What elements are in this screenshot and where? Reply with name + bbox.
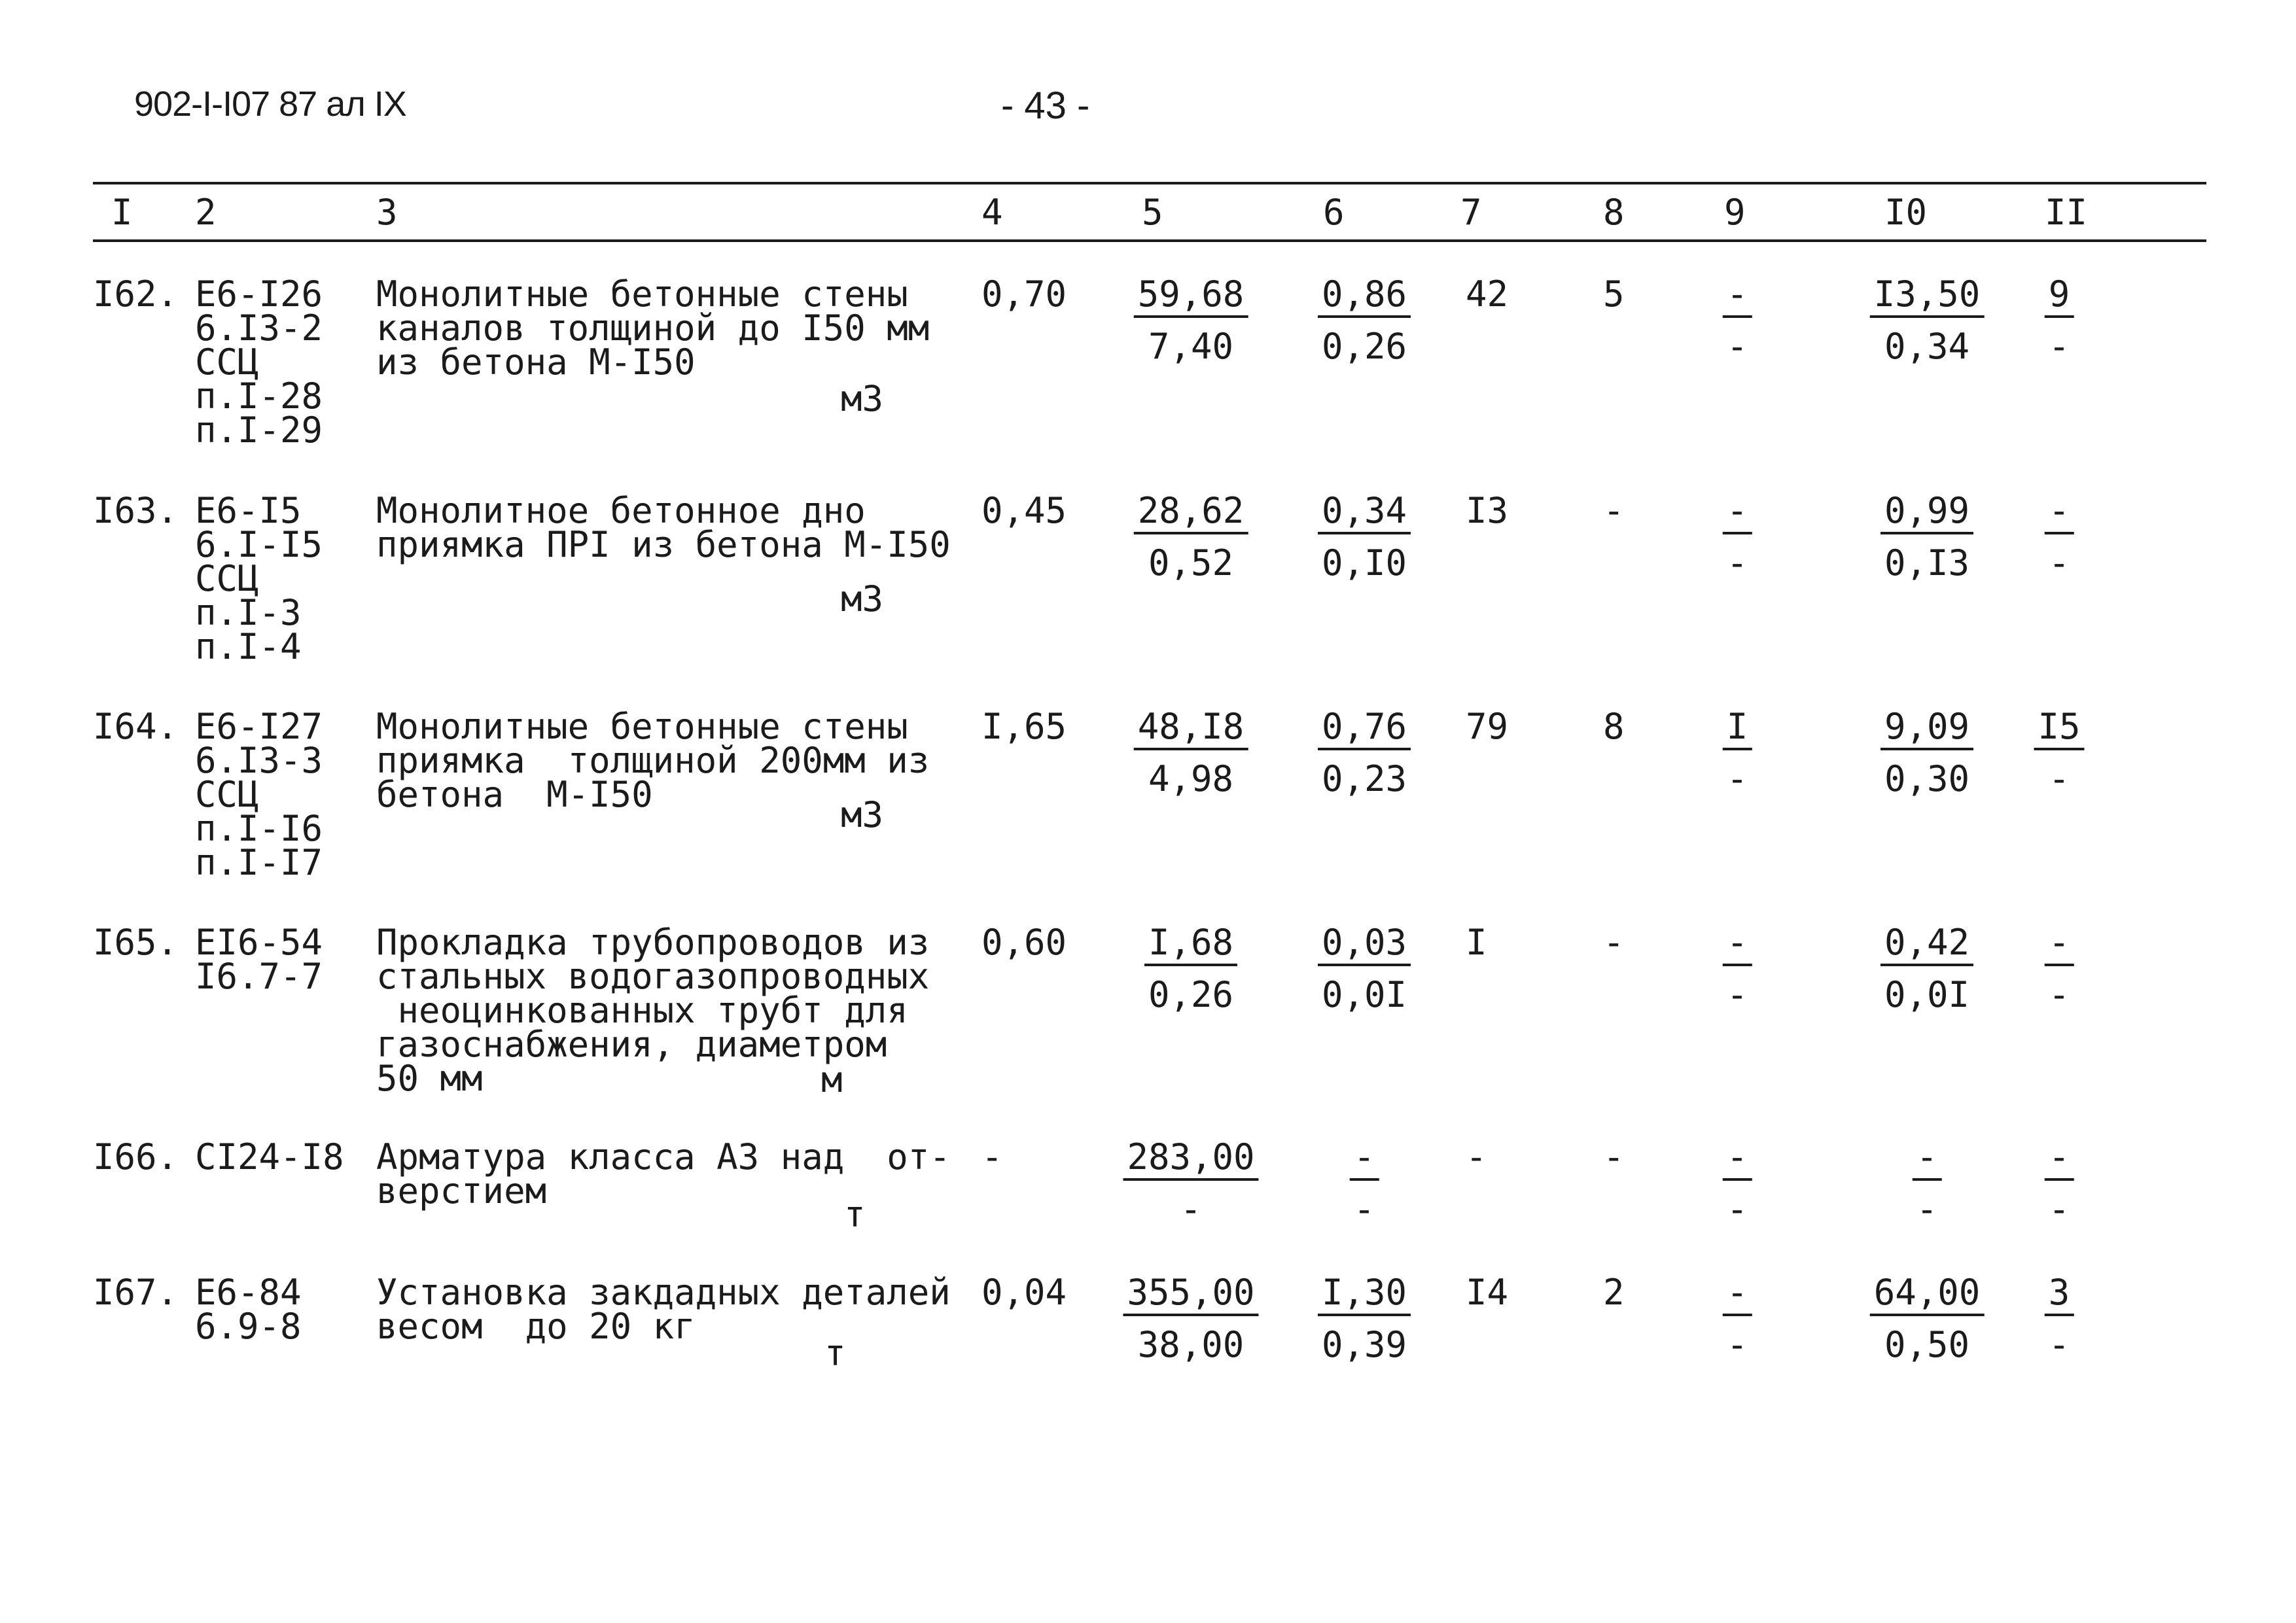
- norm-code-line: п.I-3: [195, 592, 302, 633]
- unit-label: м3: [841, 578, 884, 620]
- column-header: 6: [1323, 192, 1345, 233]
- c6-fraction: [1318, 273, 1411, 367]
- column-header: 2: [195, 192, 217, 233]
- fraction-numerator: -: [1723, 494, 1752, 534]
- row-number: I66.: [93, 1136, 179, 1178]
- fraction-numerator: 0,86: [1318, 277, 1411, 318]
- fraction-numerator: I,68: [1144, 926, 1237, 966]
- table-header-rule: [93, 239, 2206, 242]
- c10-fraction: [1870, 1272, 1985, 1365]
- column-header: II: [2045, 192, 2088, 233]
- fraction-numerator: 9: [2045, 277, 2074, 318]
- row-number: I63.: [93, 490, 179, 531]
- c9-fraction: [1723, 1136, 1752, 1230]
- norm-code-line: п.I-I6: [195, 808, 323, 849]
- norm-code-line: I6.7-7: [195, 956, 323, 997]
- fraction-numerator: -: [2045, 494, 2074, 534]
- norm-code-line: ССЦ: [195, 341, 259, 383]
- norm-code-line: 6.I3-2: [195, 307, 323, 349]
- c6-fraction: [1318, 922, 1411, 1015]
- fraction-denominator: 0,26: [1148, 974, 1234, 1015]
- fraction-numerator: -: [1350, 1140, 1379, 1181]
- fraction-denominator: -: [2048, 1324, 2070, 1365]
- description-line: каналов толщиной до I50 мм: [376, 307, 930, 349]
- fraction-numerator: 0,76: [1318, 710, 1411, 750]
- description-line: Монолитные бетонные стены: [376, 706, 908, 747]
- description-line: приямка ПРI из бетона М-I50: [376, 524, 951, 565]
- c5-fraction: [1134, 273, 1248, 367]
- unit-label: м: [821, 1059, 843, 1100]
- fraction-denominator: 0,I0: [1321, 542, 1407, 584]
- fraction-denominator: -: [1726, 1189, 1748, 1230]
- unit-label: м3: [841, 378, 884, 419]
- description-line: верстием: [376, 1170, 547, 1212]
- c6-fraction: [1318, 1272, 1411, 1365]
- description-line: Арматура класса А3 над от-: [376, 1136, 951, 1178]
- c5-fraction: [1134, 706, 1248, 799]
- fraction-numerator: -: [2045, 926, 2074, 966]
- c11-fraction: [2045, 490, 2074, 584]
- description-line: Монолитное бетонное дно: [376, 490, 866, 531]
- column-header: I: [111, 192, 133, 233]
- document-code: 902-I-I07 87 ал IX: [134, 84, 406, 124]
- c10-fraction: [1881, 490, 1973, 584]
- norm-code-line: E6-I5: [195, 490, 302, 531]
- c5-fraction: [1123, 1272, 1258, 1365]
- c6-fraction: [1318, 490, 1411, 584]
- fraction-denominator: -: [2048, 974, 2070, 1015]
- fraction-denominator: -: [1726, 758, 1748, 799]
- c11-fraction: [2045, 922, 2074, 1015]
- norm-code-line: п.I-28: [195, 375, 323, 417]
- fraction-numerator: 0,03: [1318, 926, 1411, 966]
- quantity-cell: 0,04: [981, 1272, 1067, 1313]
- description-line: стальных водогазопроводных: [376, 956, 930, 997]
- unit-label: т: [824, 1333, 846, 1374]
- c11-fraction: [2034, 706, 2084, 799]
- description-line: неоцинкованных трубт для: [376, 990, 908, 1031]
- fraction-numerator: -: [1723, 1276, 1752, 1316]
- col7-cell: I: [1466, 922, 1487, 963]
- description-line: из бетона М-I50: [376, 341, 696, 383]
- col7-cell: I3: [1466, 490, 1509, 531]
- quantity-cell: 0,45: [981, 490, 1067, 531]
- fraction-numerator: 48,I8: [1134, 710, 1248, 750]
- fraction-denominator: -: [1726, 974, 1748, 1015]
- fraction-denominator: 0,0I: [1884, 974, 1970, 1015]
- norm-code-line: п.I-I7: [195, 842, 323, 883]
- description-line: Установка закдадных деталей: [376, 1272, 951, 1313]
- c10-fraction: [1870, 273, 1985, 367]
- description-line: Монолитные бетонные стены: [376, 273, 908, 315]
- fraction-denominator: -: [1726, 326, 1748, 367]
- quantity-cell: I,65: [981, 706, 1067, 747]
- work-description: [376, 490, 951, 565]
- fraction-numerator: I5: [2034, 710, 2084, 750]
- col8-cell: -: [1603, 1136, 1625, 1178]
- description-line: 50 мм: [376, 1058, 483, 1099]
- fraction-numerator: 64,00: [1870, 1276, 1985, 1316]
- c6-fraction: [1350, 1136, 1379, 1230]
- norm-code: [195, 1272, 302, 1347]
- quantity-cell: 0,70: [981, 273, 1067, 315]
- column-header: 5: [1142, 192, 1163, 233]
- c11-fraction: [2045, 1136, 2074, 1230]
- fraction-numerator: 355,00: [1123, 1276, 1258, 1316]
- unit-label: т: [844, 1194, 866, 1235]
- fraction-denominator: 0,I3: [1884, 542, 1970, 584]
- column-header: 9: [1724, 192, 1746, 233]
- fraction-numerator: -: [1723, 277, 1752, 318]
- c11-fraction: [2045, 273, 2074, 367]
- quantity-cell: -: [981, 1136, 1003, 1178]
- column-header: 8: [1603, 192, 1625, 233]
- norm-code-line: п.I-29: [195, 410, 323, 451]
- fraction-denominator: 38,00: [1137, 1324, 1245, 1365]
- norm-code: [195, 490, 323, 667]
- fraction-denominator: 0,34: [1884, 326, 1970, 367]
- norm-code-line: E6-I27: [195, 706, 323, 747]
- c5-fraction: [1144, 922, 1237, 1015]
- fraction-denominator: -: [1726, 1324, 1748, 1365]
- fraction-denominator: 0,52: [1148, 542, 1234, 584]
- column-header: I0: [1884, 192, 1928, 233]
- fraction-denominator: 0,26: [1321, 326, 1407, 367]
- c5-fraction: [1134, 490, 1248, 584]
- fraction-denominator: -: [2048, 758, 2070, 799]
- fraction-numerator: -: [1723, 1140, 1752, 1181]
- norm-code-line: EI6-54: [195, 922, 323, 963]
- norm-code-line: 6.9-8: [195, 1306, 302, 1347]
- c9-fraction: [1723, 1272, 1752, 1365]
- work-description: [376, 273, 930, 383]
- fraction-numerator: -: [2045, 1140, 2074, 1181]
- norm-code-line: ССЦ: [195, 774, 259, 815]
- fraction-denominator: 4,98: [1148, 758, 1234, 799]
- fraction-denominator: 0,23: [1321, 758, 1407, 799]
- col7-cell: 79: [1466, 706, 1509, 747]
- norm-code: [195, 1136, 344, 1178]
- column-header: 4: [981, 192, 1003, 233]
- fraction-denominator: 0,50: [1884, 1324, 1970, 1365]
- norm-code: [195, 706, 323, 883]
- fraction-numerator: 28,62: [1134, 494, 1248, 534]
- norm-code: [195, 273, 323, 451]
- col8-cell: 8: [1603, 706, 1625, 747]
- norm-code-line: E6-I26: [195, 273, 323, 315]
- fraction-numerator: -: [1723, 926, 1752, 966]
- work-description: [376, 1136, 951, 1212]
- work-description: [376, 922, 930, 1100]
- c6-fraction: [1318, 706, 1411, 799]
- description-line: приямка толщиной 200мм из: [376, 740, 930, 781]
- description-line: Прокладка трубопроводов из: [376, 922, 930, 963]
- row-number: I64.: [93, 706, 179, 747]
- col7-cell: -: [1466, 1136, 1487, 1178]
- fraction-denominator: -: [2048, 326, 2070, 367]
- col8-cell: -: [1603, 490, 1625, 531]
- norm-code-line: п.I-4: [195, 626, 302, 667]
- col8-cell: 5: [1603, 273, 1625, 315]
- fraction-denominator: -: [1353, 1189, 1375, 1230]
- fraction-numerator: 59,68: [1134, 277, 1248, 318]
- c10-fraction: [1881, 922, 1973, 1015]
- fraction-numerator: I3,50: [1870, 277, 1985, 318]
- fraction-denominator: -: [1180, 1189, 1202, 1230]
- norm-code-line: E6-84: [195, 1272, 302, 1313]
- norm-code-line: 6.I-I5: [195, 524, 323, 565]
- fraction-numerator: 3: [2045, 1276, 2074, 1316]
- fraction-numerator: 0,99: [1881, 494, 1973, 534]
- page-number: - 43 -: [1001, 84, 1090, 127]
- fraction-denominator: -: [1726, 542, 1748, 584]
- col7-cell: 42: [1466, 273, 1509, 315]
- fraction-numerator: 0,34: [1318, 494, 1411, 534]
- row-number: I67.: [93, 1272, 179, 1313]
- fraction-denominator: 7,40: [1148, 326, 1234, 367]
- c10-fraction: [1913, 1136, 1942, 1230]
- description-line: весом до 20 кг: [376, 1306, 696, 1347]
- c10-fraction: [1881, 706, 1973, 799]
- row-number: I65.: [93, 922, 179, 963]
- description-line: газоснабжения, диаметром: [376, 1024, 887, 1065]
- fraction-numerator: 0,42: [1881, 926, 1973, 966]
- column-header: 7: [1460, 192, 1482, 233]
- c9-fraction: [1723, 922, 1752, 1015]
- norm-code: [195, 922, 323, 997]
- c9-fraction: [1723, 706, 1752, 799]
- norm-code-line: CI24-I8: [195, 1136, 344, 1178]
- c11-fraction: [2045, 1272, 2074, 1365]
- fraction-numerator: I: [1723, 710, 1752, 750]
- table-top-rule: [93, 182, 2206, 184]
- fraction-numerator: 283,00: [1123, 1140, 1258, 1181]
- description-line: бетона М-I50: [376, 774, 653, 815]
- fraction-numerator: I,30: [1318, 1276, 1411, 1316]
- row-number: I62.: [93, 273, 179, 315]
- fraction-numerator: -: [1913, 1140, 1942, 1181]
- norm-code-line: 6.I3-3: [195, 740, 323, 781]
- fraction-denominator: -: [1916, 1189, 1938, 1230]
- column-header: 3: [376, 192, 398, 233]
- unit-label: м3: [841, 794, 884, 835]
- c9-fraction: [1723, 273, 1752, 367]
- norm-code-line: ССЦ: [195, 558, 259, 599]
- col8-cell: -: [1603, 922, 1625, 963]
- col8-cell: 2: [1603, 1272, 1625, 1313]
- fraction-denominator: 0,0I: [1321, 974, 1407, 1015]
- fraction-denominator: -: [2048, 542, 2070, 584]
- fraction-denominator: 0,39: [1321, 1324, 1407, 1365]
- quantity-cell: 0,60: [981, 922, 1067, 963]
- c5-fraction: [1123, 1136, 1258, 1230]
- fraction-denominator: -: [2048, 1189, 2070, 1230]
- col7-cell: I4: [1466, 1272, 1509, 1313]
- fraction-numerator: 9,09: [1881, 710, 1973, 750]
- c9-fraction: [1723, 490, 1752, 584]
- fraction-denominator: 0,30: [1884, 758, 1970, 799]
